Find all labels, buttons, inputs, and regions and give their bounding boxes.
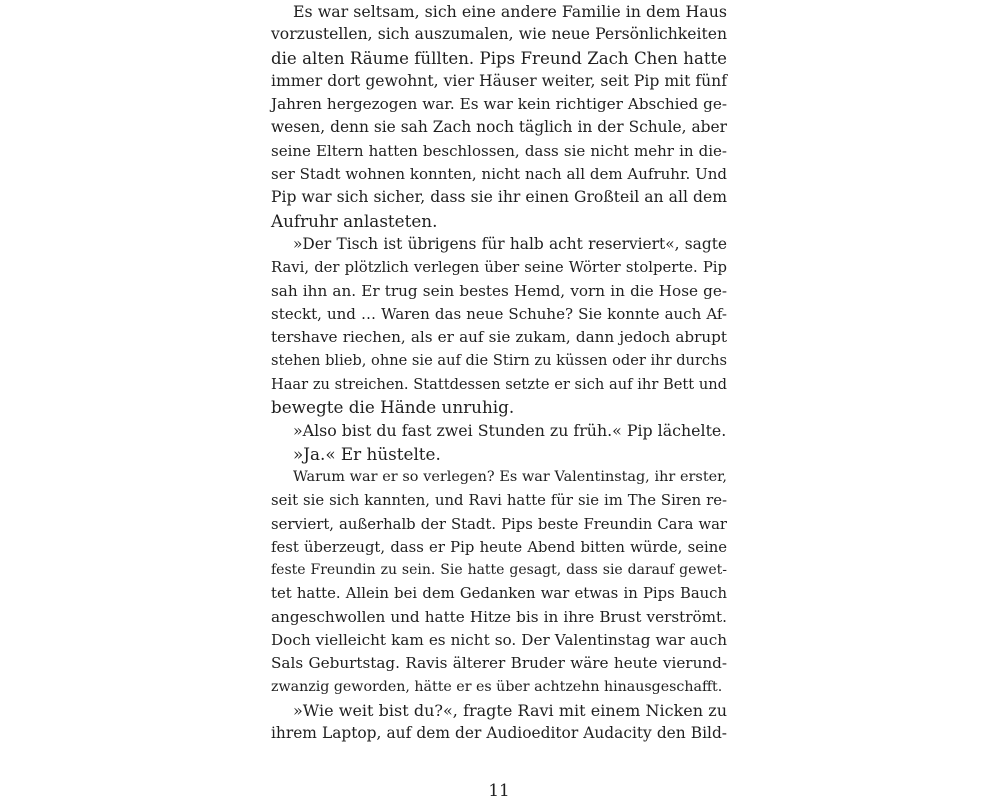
text-line: ihrem Laptop, auf dem der Audioeditor Audacity den Bild- (271, 724, 727, 743)
text-line: Haar zu streichen. Stattdessen setzte er sich auf ihr Bett und (271, 375, 727, 393)
text-line: Es war seltsam, sich eine andere Familie in dem Haus (293, 2, 727, 21)
text-line: seine Eltern hatten beschlossen, dass sie nicht mehr in die- (271, 141, 727, 160)
text-line: bewegte die Hände unruhig. (271, 397, 515, 418)
text-line: zwanzig geworden, hätte er es über achtzehn hinausgeschafft. (271, 678, 723, 695)
book-page (271, 0, 727, 800)
text-line: serviert, außerhalb der Stadt. Pips beste Freundin Cara war (271, 515, 727, 533)
text-line: »Ja.« Er hüstelte. (293, 443, 441, 464)
text-line: »Der Tisch ist übrigens für halb acht reserviert«, sagte (293, 234, 727, 253)
text-line: sah ihn an. Er trug sein bestes Hemd, vorn in die Hose ge- (271, 281, 727, 300)
page-number: 11 (488, 780, 510, 800)
text-line: seit sie sich kannten, und Ravi hatte für sie im The Siren re- (271, 492, 727, 510)
text-line: Pip war sich sicher, dass sie ihr einen Großteil an all dem (271, 188, 727, 207)
text-line: immer dort gewohnt, vier Häuser weiter, seit Pip mit fünf (271, 71, 727, 90)
text-line: wesen, denn sie sah Zach noch täglich in der Schule, aber (271, 118, 727, 137)
text-line: »Wie weit bist du?«, fragte Ravi mit einem Nicken zu (293, 700, 727, 720)
text-line: stehen blieb, ohne sie auf die Stirn zu küssen oder ihr durchs (271, 352, 727, 370)
text-line: tet hatte. Allein bei dem Gedanken war etwas in Pips Bauch (271, 585, 727, 603)
text-line: fest überzeugt, dass er Pip heute Abend bitten würde, seine (271, 538, 727, 556)
text-line: feste Freundin zu sein. Sie hatte gesagt, dass sie darauf gewet- (271, 562, 727, 579)
text-line: Sals Geburtstag. Ravis älterer Bruder wäre heute vierund- (271, 654, 727, 673)
text-line: angeschwollen und hatte Hitze bis in ihre Brust verströmt. (271, 607, 727, 626)
text-line: »Also bist du fast zwei Stunden zu früh.« Pip lächelte. (293, 421, 727, 441)
text-line: Jahren hergezogen war. Es war kein richtiger Abschied ge- (271, 95, 727, 114)
text-line: ser Stadt wohnen konnten, nicht nach all dem Aufruhr. Und (271, 165, 727, 184)
body-text (271, 0, 727, 746)
text-line: Doch vielleicht kam es nicht so. Der Valentinstag war auch (271, 631, 727, 650)
text-line: steckt, und … Waren das neue Schuhe? Sie konnte auch Af- (271, 304, 727, 323)
text-line: Warum war er so verlegen? Es war Valentinstag, ihr erster, (293, 468, 727, 485)
text-line: tershave riechen, als er auf sie zukam, dann jedoch abrupt (271, 328, 727, 347)
text-line: die alten Räume füllten. Pips Freund Zach Chen hatte (271, 48, 727, 68)
text-line: Ravi, der plötzlich verlegen über seine Wörter stolperte. Pip (271, 259, 727, 277)
text-line: vorzustellen, sich auszumalen, wie neue Persönlichkeiten (271, 25, 727, 44)
text-line: Aufruhr anlasteten. (271, 210, 438, 231)
